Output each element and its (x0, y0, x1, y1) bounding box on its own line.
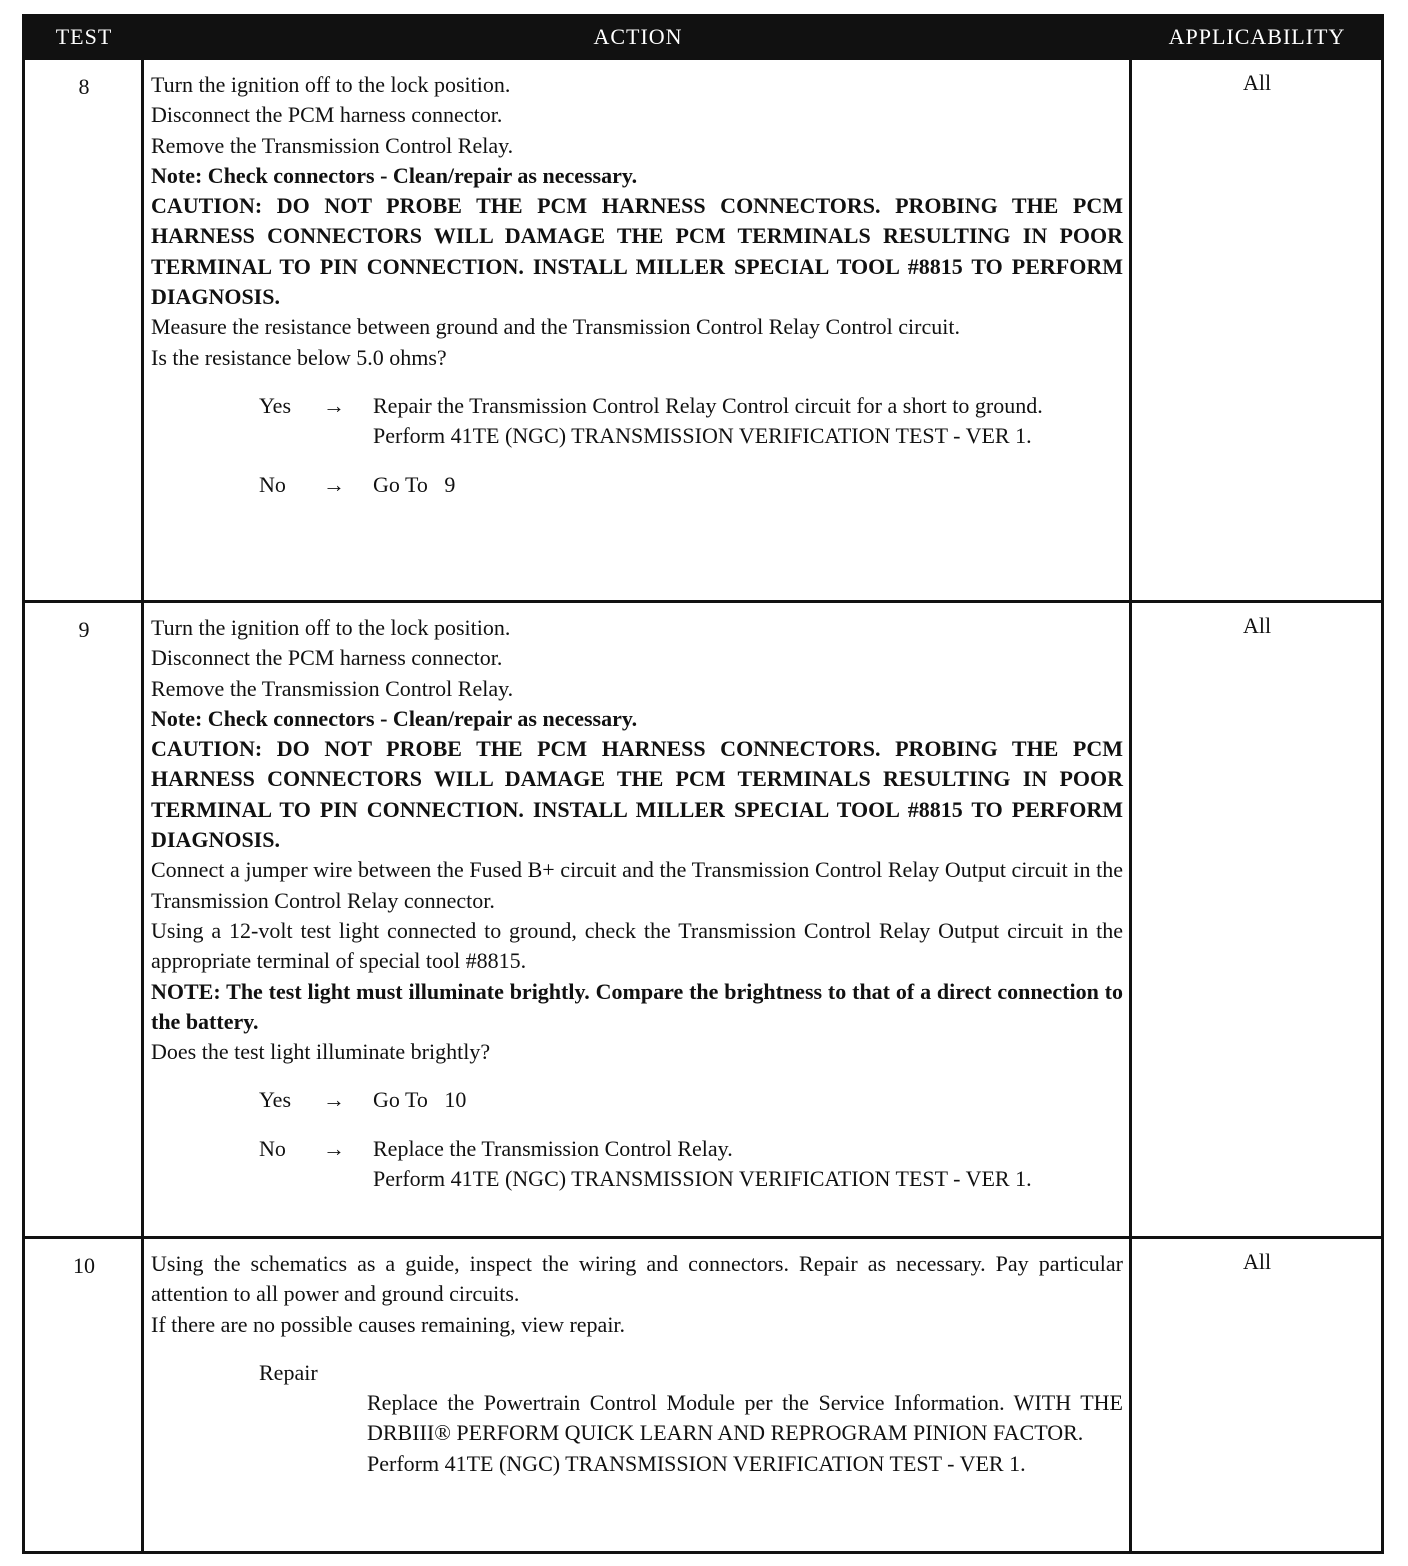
table-row-test-9 (25, 600, 1381, 1236)
header-test: TEST (55, 24, 113, 49)
action-step: Measure the resistance between ground and the Transmission Control Relay Control circuit. (151, 314, 960, 340)
arrow-icon: → (323, 1087, 345, 1113)
yes-label: Yes (259, 1087, 292, 1113)
repair-label: Repair (259, 1359, 318, 1385)
arrow-icon: → (323, 471, 345, 497)
arrow-icon: → (323, 392, 345, 418)
table-row-test-8 (25, 57, 1381, 600)
no-answer (151, 470, 1123, 500)
yes-result: Go To 10 (373, 1087, 467, 1113)
applicability-cell: All (1242, 70, 1272, 95)
action-step: If there are no possible causes remaining, view repair. (151, 1311, 626, 1337)
no-label: No (259, 1135, 286, 1161)
action-cell (151, 613, 1123, 1194)
yes-result: Repair the Transmission Control Relay Control circuit for a short to ground. (373, 392, 1043, 418)
no-result: Go To 9 (373, 471, 456, 497)
table-row-test-10 (25, 1236, 1381, 1551)
action-step: Remove the Transmission Control Relay. (151, 132, 514, 158)
yes-result-verify: Perform 41TE (NGC) TRANSMISSION VERIFICATION TEST - VER 1. (373, 423, 1032, 449)
action-step: Connect a jumper wire between the Fused B+ circuit and the Transmission Control Relay Output circuit in the Transmission Control Relay connector. (151, 857, 1123, 913)
header-applicability: APPLICABILITY (1168, 24, 1346, 49)
action-cell (151, 1249, 1123, 1479)
table-header (25, 17, 1381, 57)
caution-text: CAUTION: DO NOT PROBE THE PCM HARNESS CONNECTORS. PROBING THE PCM HARNESS CONNECTORS WILL DAMAGE THE PCM TERMINALS RESULTING IN POOR TERMINAL TO PIN CONNECTION. INSTALL MILLER SPECIAL TOOL #8815 TO PERFORM DIAGNOSIS. (151, 736, 1123, 853)
test-number: 9 (78, 617, 90, 642)
note-text: NOTE: The test light must illuminate brightly. Compare the brightness to that of a direct connection to the battery. (151, 978, 1123, 1034)
test-number: 10 (73, 1253, 95, 1278)
caution-text: CAUTION: DO NOT PROBE THE PCM HARNESS CONNECTORS. PROBING THE PCM HARNESS CONNECTORS WILL DAMAGE THE PCM TERMINALS RESULTING IN POOR TERMINAL TO PIN CONNECTION. INSTALL MILLER SPECIAL TOOL #8815 TO PERFORM DIAGNOSIS. (151, 193, 1123, 310)
no-result: Replace the Transmission Control Relay. (373, 1135, 733, 1161)
applicability-cell: All (1242, 1249, 1272, 1274)
no-answer (151, 1134, 1123, 1195)
action-step: Remove the Transmission Control Relay. (151, 675, 514, 701)
note-text: Note: Check connectors - Clean/repair as necessary. (151, 705, 638, 731)
repair-block (151, 1358, 1123, 1479)
yes-answer (151, 1085, 1123, 1115)
note-text: Note: Check connectors - Clean/repair as necessary. (151, 162, 638, 188)
no-result-verify: Perform 41TE (NGC) TRANSMISSION VERIFICATION TEST - VER 1. (373, 1166, 1032, 1192)
action-step: Disconnect the PCM harness connector. (151, 102, 503, 128)
header-action: ACTION (593, 24, 683, 49)
test-number: 8 (78, 74, 90, 99)
question-text: Does the test light illuminate brightly? (151, 1039, 491, 1065)
arrow-icon: → (323, 1135, 345, 1161)
action-step: Using the schematics as a guide, inspect the wiring and connectors. Repair as necessary. Pay particular attention to all power and ground circuits. (151, 1251, 1123, 1307)
action-cell (151, 70, 1123, 500)
diagnostic-test-table (22, 14, 1384, 1554)
repair-verify: Perform 41TE (NGC) TRANSMISSION VERIFICATION TEST - VER 1. (367, 1450, 1026, 1476)
yes-label: Yes (259, 392, 292, 418)
repair-text: Replace the Powertrain Control Module per the Service Information. WITH THE DRBIII® PERFORM QUICK LEARN AND REPROGRAM PINION FACTOR. (367, 1390, 1123, 1446)
action-step: Using a 12-volt test light connected to ground, check the Transmission Control Relay Output circuit in the appropriate terminal of special tool #8815. (151, 917, 1123, 974)
action-step: Disconnect the PCM harness connector. (151, 645, 503, 671)
action-step: Turn the ignition off to the lock position. (151, 72, 511, 97)
applicability-cell: All (1242, 613, 1272, 638)
action-step: Turn the ignition off to the lock position. (151, 615, 511, 640)
yes-answer (151, 391, 1123, 452)
question-text: Is the resistance below 5.0 ohms? (151, 344, 447, 370)
no-label: No (259, 471, 286, 497)
